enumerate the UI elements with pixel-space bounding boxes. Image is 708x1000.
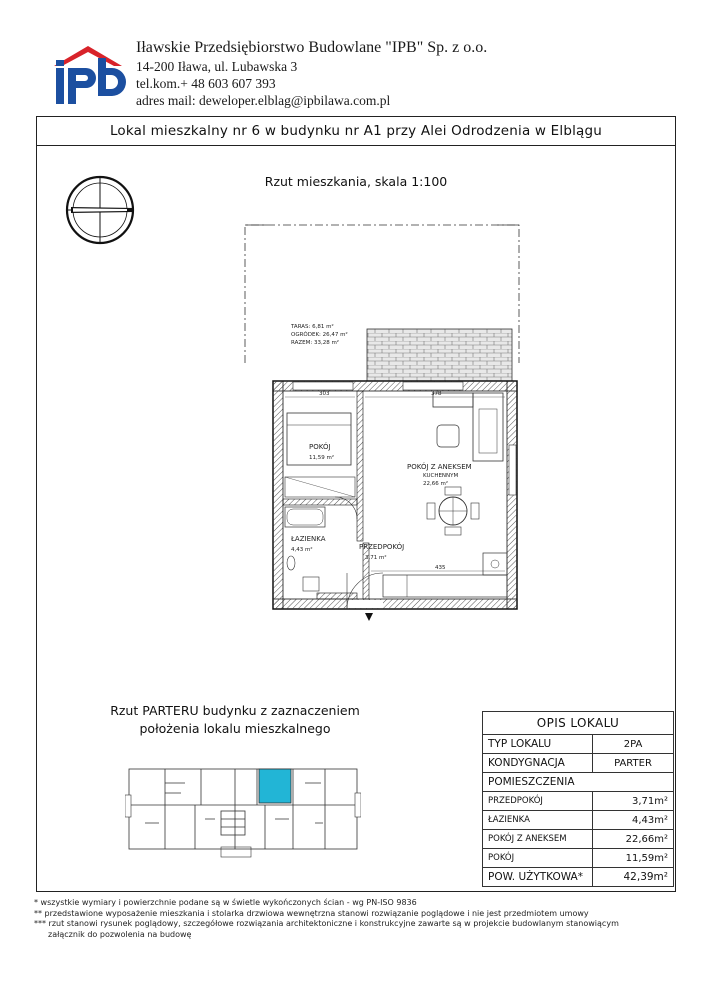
ground-floor-title — [85, 702, 385, 738]
typ-lokalu-value: 2PA — [593, 735, 674, 754]
logo-roof-icon — [54, 46, 122, 66]
footnote-2: ** przedstawione wyposażenie mieszkania i stolarka drzwiowa wewnętrzna stanowi rozwiązanie poglądowe i nie jest przedmiotem umowy — [34, 908, 589, 918]
room-row-label: POKÓJ — [483, 849, 593, 868]
room-row-label: PRZEDPOKÓJ — [483, 792, 593, 811]
room-area-przedpokoj: 3,71 m² — [365, 555, 387, 561]
apartment-description-table — [482, 711, 674, 887]
footnote-3: *** rzut stanowi rysunek poglądowy, szczegółowe rozwiązania architektoniczne i konstrukcyjne zawarte są w projekcie budowlanym stanowiącym — [34, 919, 619, 928]
entrance-arrow-icon — [365, 613, 373, 621]
pomieszczenia-label: POMIESZCZENIA — [483, 773, 674, 792]
room-area-salon: 22,66 m² — [423, 481, 449, 487]
total-area-label: POW. UŻYTKOWA* — [483, 868, 593, 887]
dim-bedroom-width: 303 — [319, 391, 330, 397]
typ-lokalu-label: TYP LOKALU — [483, 735, 593, 754]
footnotes — [34, 898, 619, 940]
room-label-lazienka: ŁAZIENKA — [291, 535, 326, 543]
terrace — [367, 329, 512, 381]
sheet-frame — [36, 116, 676, 892]
ground-floor-title-line-1: Rzut PARTERU budynku z zaznaczeniem — [110, 703, 360, 718]
room-row-value: 4,43m² — [593, 811, 674, 830]
dim-living-width: 378 — [431, 391, 442, 397]
north-arrow-icon — [63, 173, 137, 247]
terrace-line-1: TARAS: 6,81 m² — [291, 324, 334, 330]
total-area-value: 42,39m² — [593, 868, 674, 887]
room-label-pokoj: POKÓJ — [309, 443, 331, 451]
highlighted-apartment — [259, 769, 291, 803]
company-address: 14-200 Iława, ul. Lubawska 3 — [136, 59, 298, 74]
room-row-value: 3,71m² — [593, 792, 674, 811]
footnote-1: * wszystkie wymiary i powierzchnie podane są w świetle wykończonych ścian - wg PN-ISO 9836 — [34, 898, 417, 907]
apartment-floor-plan — [207, 213, 527, 633]
ipb-logo — [50, 44, 126, 108]
room-label-przedpokoj: PRZEDPOKÓJ — [359, 543, 405, 551]
room-label-salon-1: POKÓJ Z ANEKSEM — [407, 463, 472, 471]
company-name: Iławskie Przedsiębiorstwo Budowlane "IPB" Sp. z o.o. — [136, 39, 488, 56]
company-info — [136, 38, 487, 109]
room-area-lazienka: 4,43 m² — [291, 547, 313, 553]
terrace-line-3: RAZEM: 33,28 m² — [291, 340, 340, 346]
room-row-value: 22,66m² — [593, 830, 674, 849]
plan-title: Rzut mieszkania, skala 1:100 — [264, 174, 448, 189]
kondygnacja-label: KONDYGNACJA — [483, 754, 593, 773]
room-row-label: ŁAZIENKA — [483, 811, 593, 830]
room-area-pokoj: 11,59 m² — [309, 455, 335, 461]
footnote-3-continuation: załącznik do pozwolenia na budowę — [48, 929, 192, 939]
company-phone: tel.kom.+ 48 603 607 393 — [136, 76, 276, 91]
room-row-value: 11,59m² — [593, 849, 674, 868]
dim-kitchen-width: 435 — [435, 565, 446, 571]
terrace-line-2: OGRÓDEK: 26,47 m² — [291, 332, 348, 338]
kondygnacja-value: PARTER — [593, 754, 674, 773]
room-label-salon-2: KUCHENNYM — [423, 473, 459, 479]
ground-floor-plan — [125, 763, 361, 859]
ground-floor-title-line-2: położenia lokalu mieszkalnego — [139, 721, 331, 736]
opis-header: OPIS LOKALU — [483, 712, 674, 735]
room-row-label: POKÓJ Z ANEKSEM — [483, 830, 593, 849]
sheet-title: Lokal mieszkalny nr 6 w budynku nr A1 przy Alei Odrodzenia w Elblągu — [37, 117, 675, 146]
company-email: adres mail: deweloper.elblag@ipbilawa.com.pl — [136, 93, 391, 108]
